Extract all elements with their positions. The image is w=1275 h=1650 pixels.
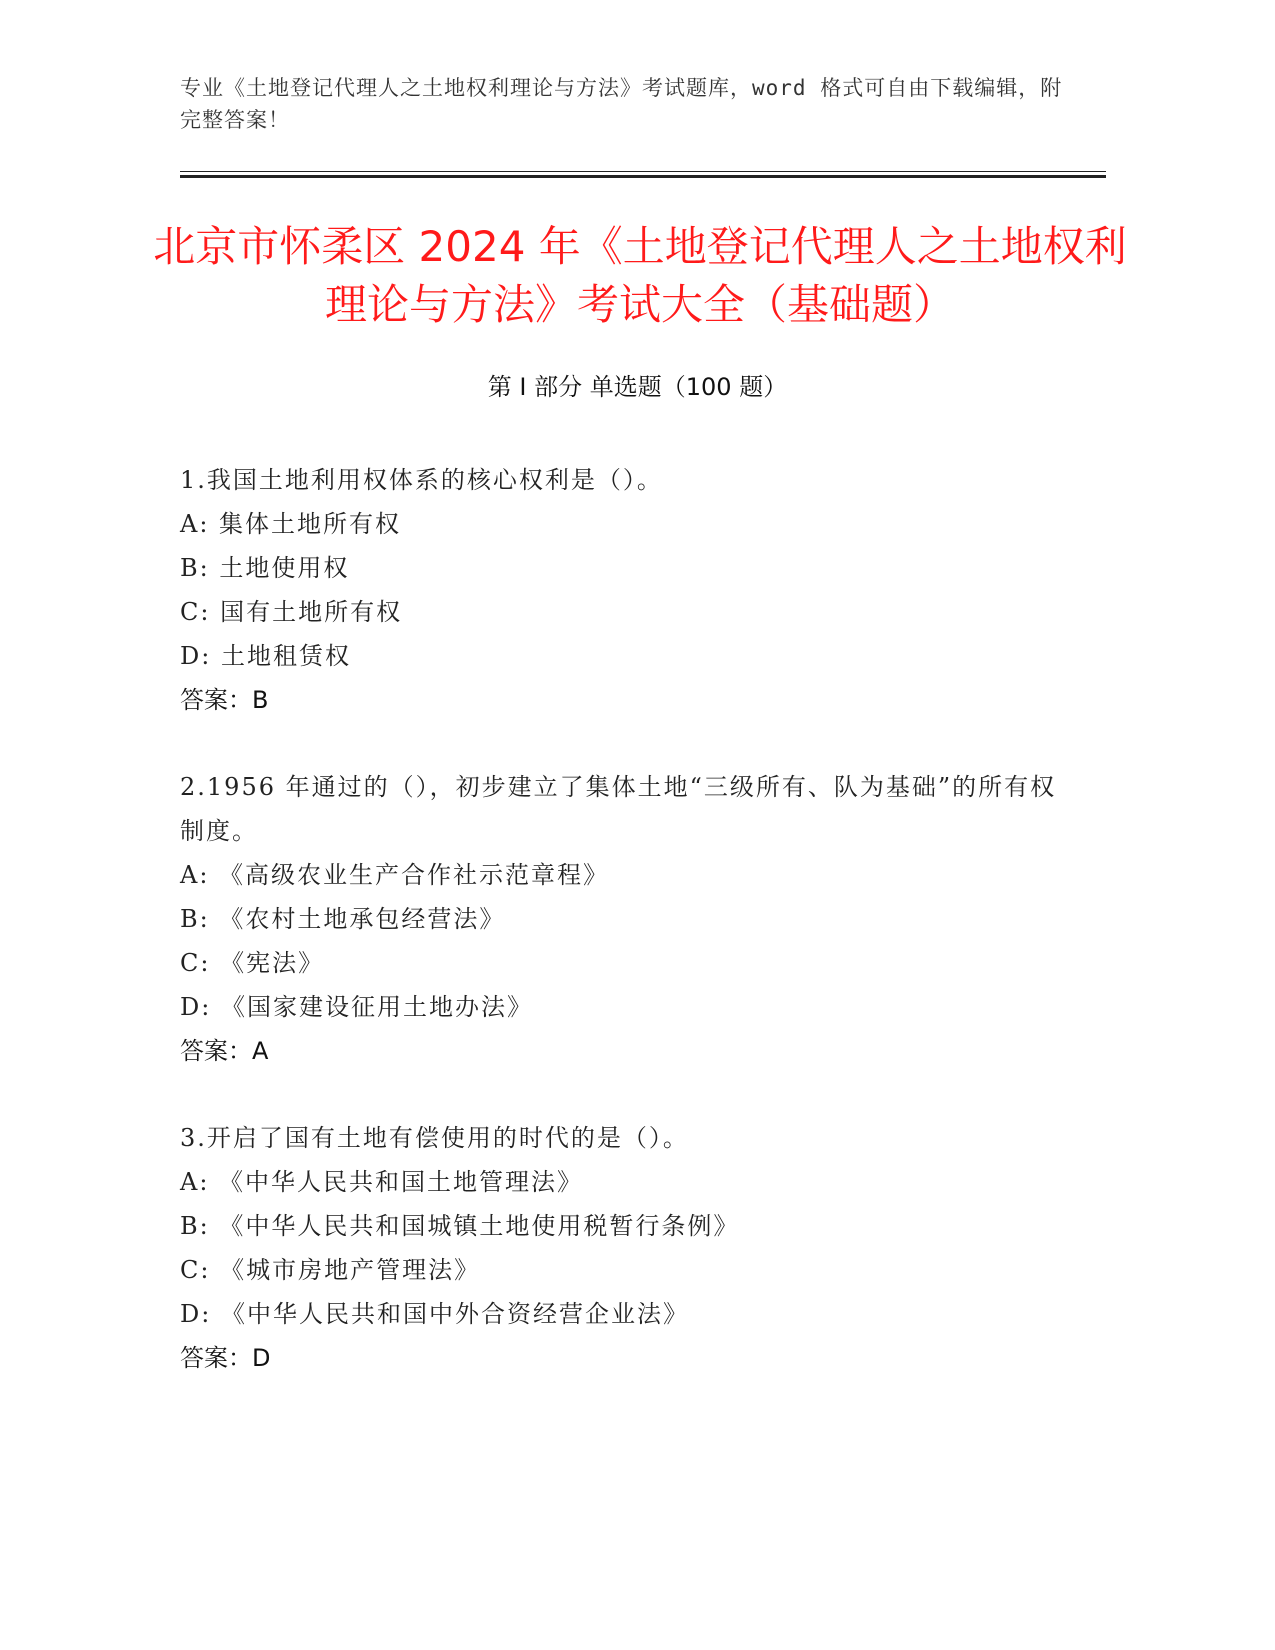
option-b: B: 《中华人民共和国城镇土地使用税暂行条例》 <box>180 1212 740 1240</box>
header-divider-thin <box>180 171 1106 172</box>
option-b: B: 《农村土地承包经营法》 <box>180 905 506 933</box>
option-c: C: 国有土地所有权 <box>180 598 403 626</box>
answer: 答案：B <box>180 686 269 714</box>
option-a: A: 集体土地所有权 <box>180 510 402 538</box>
question-stem: 2.1956 年通过的（），初步建立了集体土地“三级所有、队为基础”的所有权制度。 <box>180 773 1057 845</box>
question-3 <box>180 1116 1110 1380</box>
document-title: 北京市怀柔区 2024 年《土地登记代理人之土地权利理论与方法》考试大全（基础题） <box>153 222 1127 329</box>
option-d: D: 《国家建设征用土地办法》 <box>180 993 533 1021</box>
question-list <box>180 458 1110 1423</box>
question-stem: 1.我国土地利用权体系的核心权利是（）。 <box>180 466 663 494</box>
question-1 <box>180 458 1110 722</box>
option-c: C: 《宪法》 <box>180 949 325 977</box>
header-note: 专业《土地登记代理人之土地权利理论与方法》考试题库，word 格式可自由下载编辑，附完整答案！ <box>180 76 1063 132</box>
answer: 答案：D <box>180 1344 271 1372</box>
question-2 <box>180 765 1110 1073</box>
header-divider-thick <box>180 175 1106 178</box>
option-a: A: 《中华人民共和国土地管理法》 <box>180 1168 584 1196</box>
question-stem: 3.开启了国有土地有偿使用的时代的是（）。 <box>180 1124 689 1152</box>
option-b: B: 土地使用权 <box>180 554 350 582</box>
option-a: A: 《高级农业生产合作社示范章程》 <box>180 861 610 889</box>
section-title: 第 I 部分 单选题（100 题） <box>487 373 788 401</box>
option-c: C: 《城市房地产管理法》 <box>180 1256 481 1284</box>
option-d: D: 《中华人民共和国中外合资经营企业法》 <box>180 1300 689 1328</box>
answer: 答案：A <box>180 1037 269 1065</box>
option-d: D: 土地租赁权 <box>180 642 351 670</box>
